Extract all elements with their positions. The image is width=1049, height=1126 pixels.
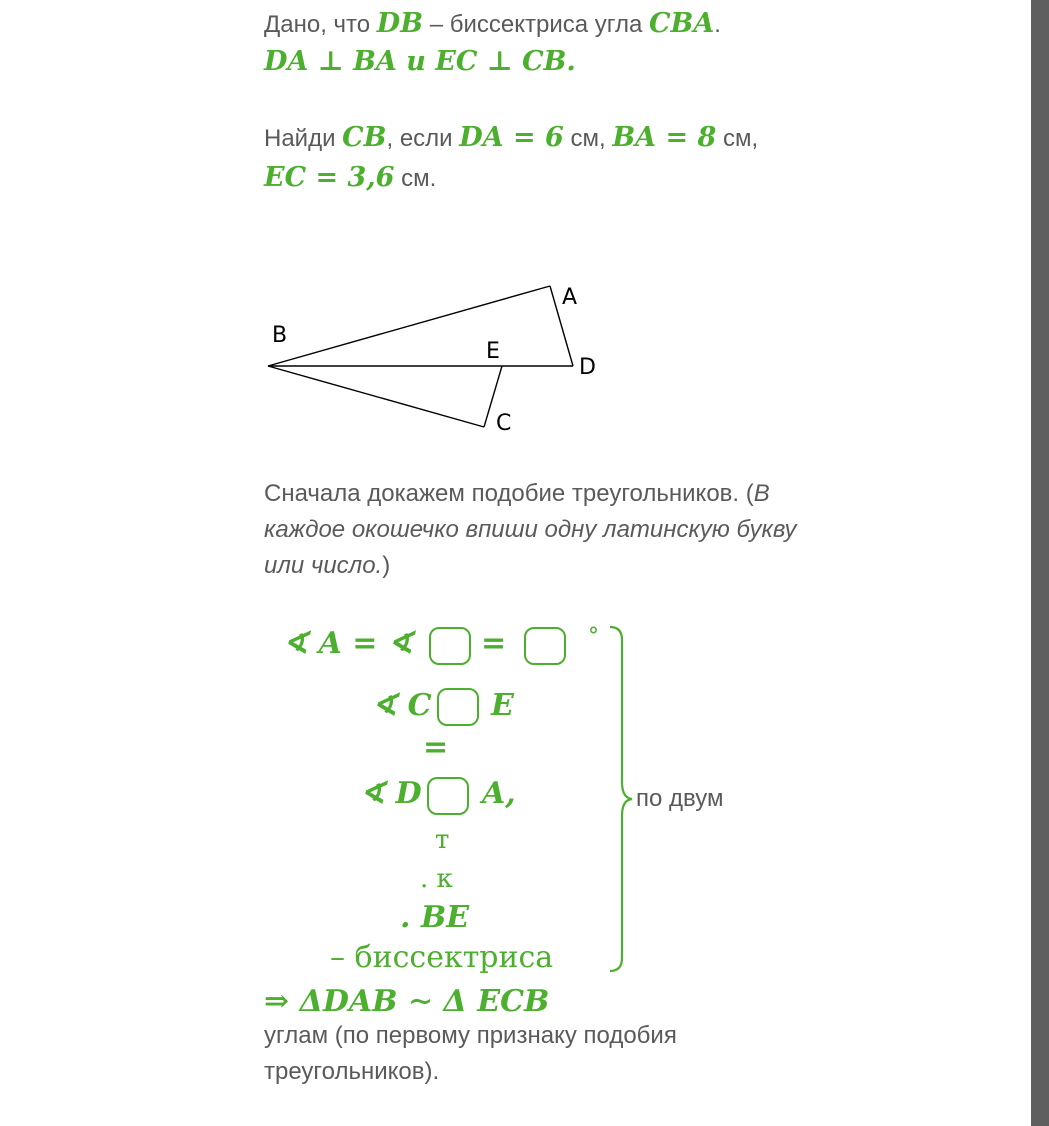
right-brace [606,624,636,974]
equals-sign-1: = [481,626,507,661]
segment-ba-line [268,286,550,366]
given-mid: – биссектриса угла [429,11,643,38]
angle-a-equals: ∢ A = ∢ [283,626,414,661]
reason-bisector: – биссектриса [330,940,554,975]
right-edge-bar [1031,0,1049,1126]
angle-cba: CBA [649,8,715,39]
segment-cb: CB [342,122,387,153]
find-line-1 [264,120,824,157]
segment-bc-line [268,366,484,427]
instruction-text [264,476,804,584]
degree-sign: ° [588,624,599,649]
reason-k: . к [420,864,453,894]
reason-be: . BE [400,900,470,935]
unit-2: см, [723,125,759,152]
ec-value: EC = 3,6 [264,162,395,193]
answer-box-angle[interactable] [429,627,471,665]
reason-t: т [435,825,450,855]
equals-sign-2: = [423,730,449,765]
find-line-2 [264,160,824,197]
instruction-lead: Сначала докажем подобие треугольников. ( [264,480,754,507]
angle-d-left: ∢ D [360,776,422,811]
given-line-1 [264,6,824,43]
conclusion-tail: углам (по первому признаку подобия треугольников). [264,1022,677,1085]
angle-c-left: ∢ C [372,688,432,723]
answer-box-angle-d[interactable] [427,777,469,815]
ba-value: BA = 8 [612,122,717,153]
label-e: E [486,339,500,364]
triangle-figure [255,275,615,440]
given-line-2: DA ⊥ BA и EC ⊥ CB. [264,46,576,77]
by-two-label: по двум [636,785,724,812]
angle-c-right: E [491,688,514,723]
instruction-close: ) [382,552,391,579]
conclusion-similarity: ⇒ ΔDAB ∼ Δ ECB [264,984,550,1019]
label-a: A [562,285,578,310]
segment-db: DB [376,8,424,39]
instruction-italic: В каждое окошечко впиши одну латинскую букву или число. [264,480,797,579]
label-c: C [496,411,512,436]
given-end: . [714,11,721,38]
find-if: , если [386,125,453,152]
label-b: B [272,323,288,348]
angle-d-right: A, [482,776,516,811]
answer-box-angle-c[interactable] [437,688,479,726]
label-d: D [579,355,596,380]
answer-box-degrees[interactable] [524,627,566,665]
find-prefix: Найди [264,125,336,152]
unit-3: см. [401,165,437,192]
da-value: DA = 6 [459,122,564,153]
given-prefix: Дано, что [264,11,371,38]
unit-1: см, [570,125,606,152]
